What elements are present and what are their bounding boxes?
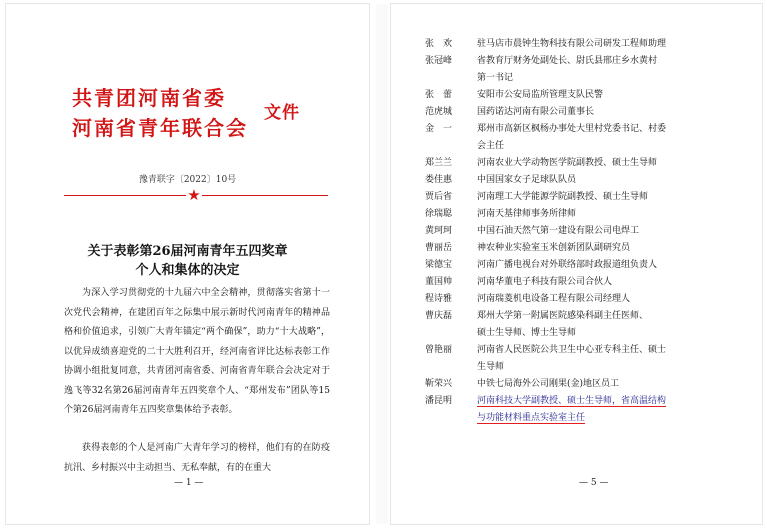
awardee-affiliation [477,189,745,206]
awardee-row [425,206,745,223]
awardee-name: 曾艳丽 [425,345,453,355]
awardee-row [425,36,745,53]
awardee-row [425,291,745,308]
document-page-right [391,4,762,524]
header-org-line-2: 河南省青年联合会 [72,116,248,140]
affiliation-line: 生导师 [477,362,505,372]
awardee-row [425,342,745,376]
awardee-name: 张冠峰 [425,56,453,66]
awardee-row [425,223,745,240]
awardee-affiliation [477,291,745,308]
awardee-affiliation [477,376,745,393]
awardee-affiliation [477,240,745,257]
affiliation-line: 河南华董电子科技有限公司合伙人 [477,277,613,287]
highlighted-affiliation-line: 河南科技大学副教授、硕士生导师，省高温结构 [477,396,667,406]
affiliation-line: 省教育厅财务处副处长、尉氏县邢庄乡水黄村 [477,56,658,66]
header-file-label: 文件 [264,103,300,123]
awardee-name: 张 欢 [425,39,453,49]
awardee-affiliation [477,104,745,121]
awardee-row [425,172,745,189]
affiliation-line: 河南农业大学动物医学院副教授、硕士生导师 [477,158,658,168]
awardee-name: 靳荣兴 [425,379,453,389]
awardee-affiliation [477,36,745,53]
page-gutter [376,4,388,524]
awardee-affiliation [477,257,745,274]
awardee-name: 曹丽岳 [425,243,453,253]
document-page-left [6,4,369,524]
red-rule-left [64,195,186,196]
affiliation-line: 郑州大学第一附属医院感染科副主任医师、 [477,311,649,321]
awardee-row [425,376,745,393]
awardee-row [425,121,745,155]
affiliation-line: 中铁七局海外公司刚果(金)地区员工 [477,379,620,389]
awardee-row [425,87,745,104]
awardee-row [425,308,745,342]
affiliation-line: 河南天基律师事务所律师 [477,209,577,219]
affiliation-line: 中国国家女子足球队队员 [477,175,577,185]
decision-title-line-1: 关于表彰第26届河南青年五四奖章 [87,244,288,259]
page-number: — 1 — [174,478,204,488]
awardee-affiliation [477,53,745,87]
awardee-name: 曹庆磊 [425,311,453,321]
awardee-row [425,189,745,206]
highlighted-affiliation-line: 与功能材料重点实验室主任 [477,413,586,423]
affiliation-line: 河南广播电视台对外联络部时政报道组负责人 [477,260,658,270]
awardee-affiliation [477,274,745,291]
awardee-row [425,155,745,172]
awardee-row [425,393,745,427]
awardee-name: 范虎城 [425,107,453,117]
awardee-row [425,274,745,291]
document-number: 豫青联字〔2022〕10号 [138,175,237,185]
awardee-affiliation [477,393,745,427]
header-org-line-1: 共青团河南省委 [72,86,226,110]
awardee-row [425,53,745,87]
affiliation-line: 安阳市公安局监所管理支队民警 [477,90,604,100]
affiliation-line: 国药诺达河南有限公司董事长 [477,107,595,117]
awardee-name: 张 蕾 [425,90,453,100]
awardee-affiliation [477,121,745,155]
star-icon: ★ [187,186,201,204]
affiliation-line: 第一书记 [477,73,514,83]
affiliation-line: 会主任 [477,141,505,151]
affiliation-line: 神农种业实验室玉米创新团队副研究员 [477,243,631,253]
awardee-affiliation [477,342,745,376]
awardee-name: 黄珂珂 [425,226,453,236]
awardee-affiliation [477,87,745,104]
decision-title-line-2: 个人和集体的决定 [135,263,240,278]
awardee-name: 董国帅 [425,277,453,287]
awardee-affiliation [477,172,745,189]
affiliation-line: 河南省人民医院公共卫生中心亚专科主任、硕士 [477,345,667,355]
affiliation-line: 中国石油天然气第一建设有限公司电焊工 [477,226,640,236]
awardee-name: 潘昆明 [425,396,453,406]
affiliation-line: 驻马店市晨钟生物科技有限公司研发工程师助理 [477,39,667,49]
awardee-row [425,240,745,257]
body-paragraph: 为深入学习贯彻党的十九届六中全会精神，贯彻落实省第十一次党代会精神，在建团百年之际集中展示新时代河南青年的精神品格和价值追求，引领广大青年锚定“两个确保”，助力“十大战略”，以优异成绩喜迎党的二十大胜利召开，经河南省评比达标表彰工作协调小组批复同意，共青团河南省委、河南省青年联合会决定对于逸飞等32名第26届河南青年五四奖章个人、“郑州发布”团队等15个第26届河南青年五四奖章集体给予表彰。 [64,288,330,415]
awardee-affiliation [477,223,745,240]
affiliation-line: 河南理工大学能源学院副教授、硕士生导师 [477,192,649,202]
awardee-affiliation [477,206,745,223]
awardee-name: 郑兰兰 [425,158,453,168]
awardee-row [425,257,745,274]
awardee-affiliation [477,308,745,342]
affiliation-line: 河南瑞菱机电设备工程有限公司经理人 [477,294,631,304]
awardee-row [425,104,745,121]
affiliation-line: 郑州市高新区枫杨办事处大里村党委书记、村委 [477,124,667,134]
awardee-name: 梁德宝 [425,260,453,270]
awardee-name: 程诗雅 [425,294,453,304]
awardee-name: 娄佳惠 [425,175,453,185]
body-paragraph: 获得表彰的个人是河南广大青年学习的榜样，他们有的在防疫抗汛、乡村振兴中主动担当、无私奉献，有的在重大 [64,443,330,473]
page-number: — 5 — [579,478,609,488]
awardee-name: 金 一 [425,124,453,134]
affiliation-line: 硕士生导师、博士生导师 [477,328,577,338]
awardee-list [425,36,745,427]
awardee-name: 贾后省 [425,192,453,202]
awardee-affiliation [477,155,745,172]
awardee-name: 徐瑞聪 [425,209,453,219]
red-rule-right [202,195,328,196]
